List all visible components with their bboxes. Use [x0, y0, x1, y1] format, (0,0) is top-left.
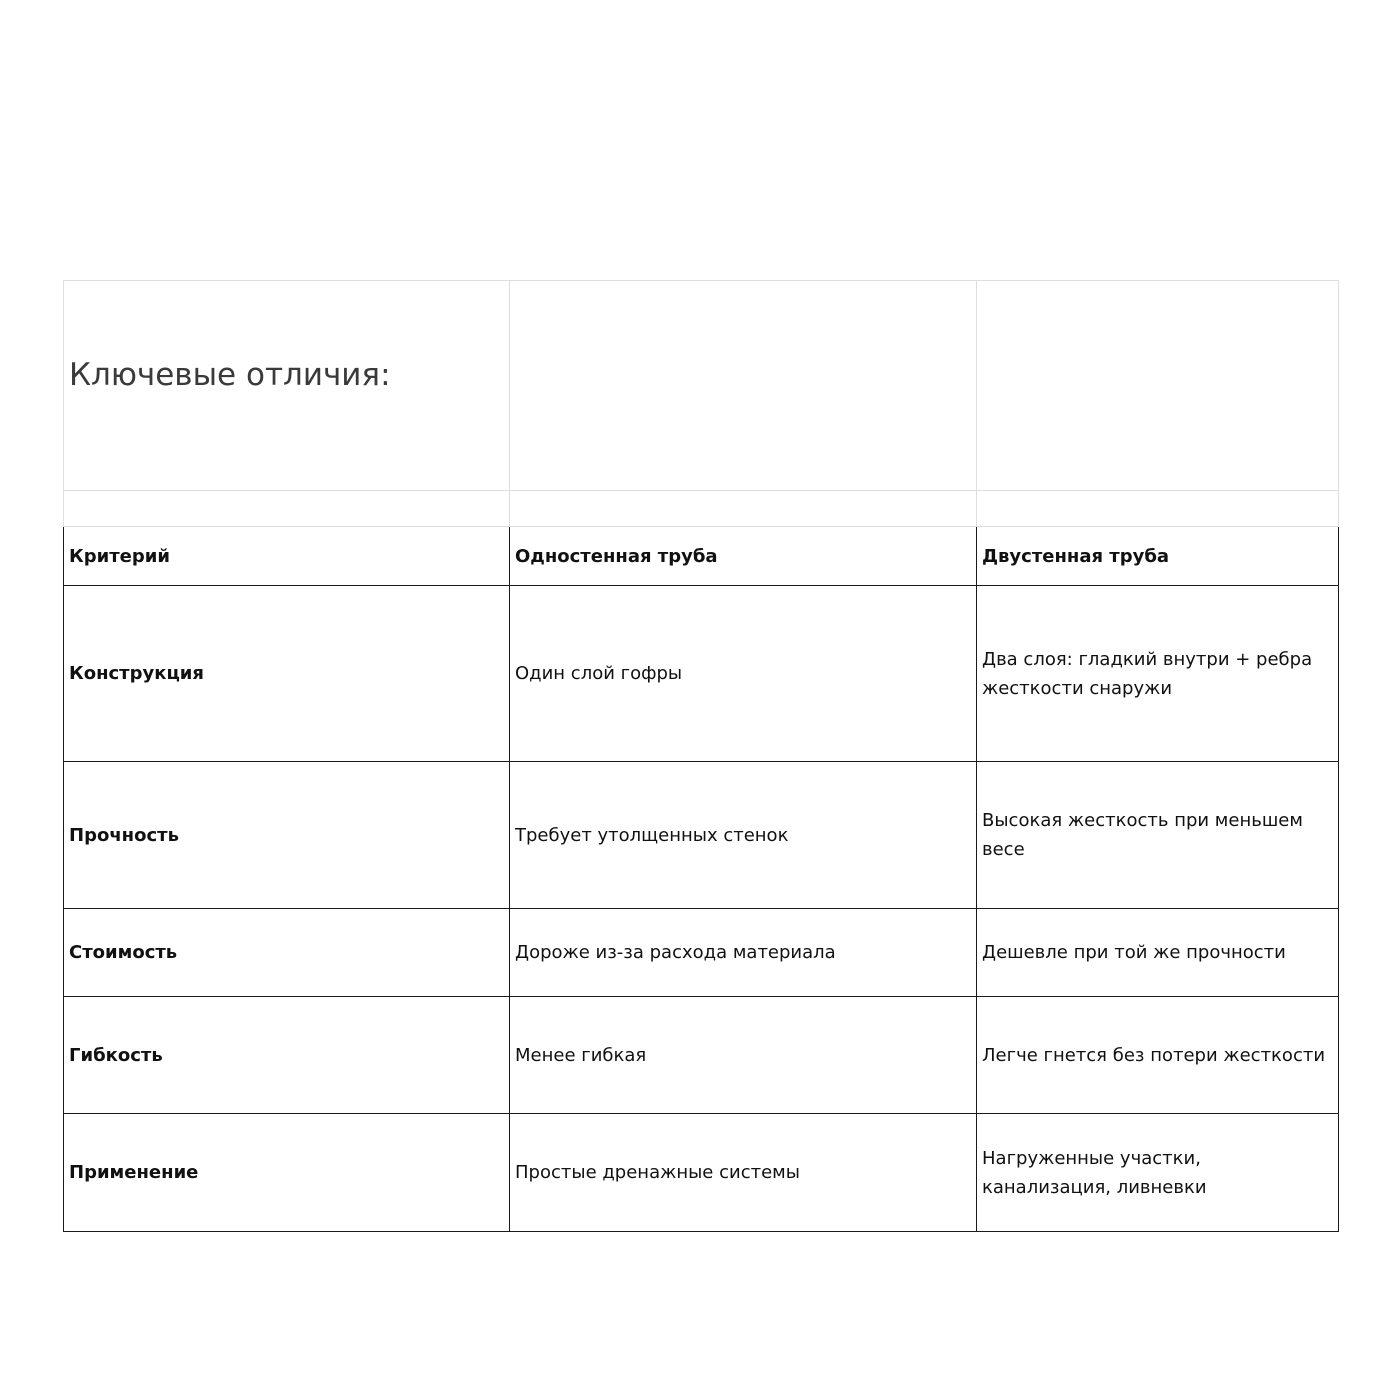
criterion-cell[interactable]: Применение	[64, 1114, 510, 1232]
table-row	[64, 997, 1339, 1114]
header-row	[64, 527, 1339, 586]
double-wall-cell[interactable]: Легче гнется без потери жесткости	[977, 997, 1339, 1114]
criterion-cell[interactable]: Конструкция	[64, 586, 510, 762]
title-row	[64, 281, 1339, 491]
header-criterion[interactable]: Критерий	[64, 527, 510, 586]
table-row	[64, 909, 1339, 997]
table-row	[64, 1114, 1339, 1232]
double-wall-cell[interactable]: Нагруженные участки, канализация, ливневки	[977, 1114, 1339, 1232]
single-wall-cell[interactable]: Требует утолщенных стенок	[510, 762, 977, 909]
single-wall-cell[interactable]: Простые дренажные системы	[510, 1114, 977, 1232]
empty-cell[interactable]	[64, 491, 510, 527]
spacer-row	[64, 491, 1339, 527]
single-wall-cell[interactable]: Дороже из-за расхода материала	[510, 909, 977, 997]
double-wall-cell[interactable]: Дешевле при той же прочности	[977, 909, 1339, 997]
table-row	[64, 586, 1339, 762]
double-wall-cell[interactable]: Высокая жесткость при меньшем весе	[977, 762, 1339, 909]
single-wall-cell[interactable]: Один слой гофры	[510, 586, 977, 762]
criterion-cell[interactable]: Гибкость	[64, 997, 510, 1114]
table-row	[64, 762, 1339, 909]
single-wall-cell[interactable]: Менее гибкая	[510, 997, 977, 1114]
page-title: Ключевые отличия:	[69, 357, 391, 393]
double-wall-cell[interactable]: Два слоя: гладкий внутри + ребра жесткости снаружи	[977, 586, 1339, 762]
spreadsheet-area	[63, 280, 1338, 1232]
empty-cell[interactable]	[510, 281, 977, 491]
title-cell[interactable]	[64, 281, 510, 491]
header-double-wall[interactable]: Двустенная труба	[977, 527, 1339, 586]
empty-cell[interactable]	[977, 491, 1339, 527]
criterion-cell[interactable]: Стоимость	[64, 909, 510, 997]
empty-cell[interactable]	[510, 491, 977, 527]
comparison-table	[63, 280, 1339, 1232]
header-single-wall[interactable]: Одностенная труба	[510, 527, 977, 586]
criterion-cell[interactable]: Прочность	[64, 762, 510, 909]
empty-cell[interactable]	[977, 281, 1339, 491]
